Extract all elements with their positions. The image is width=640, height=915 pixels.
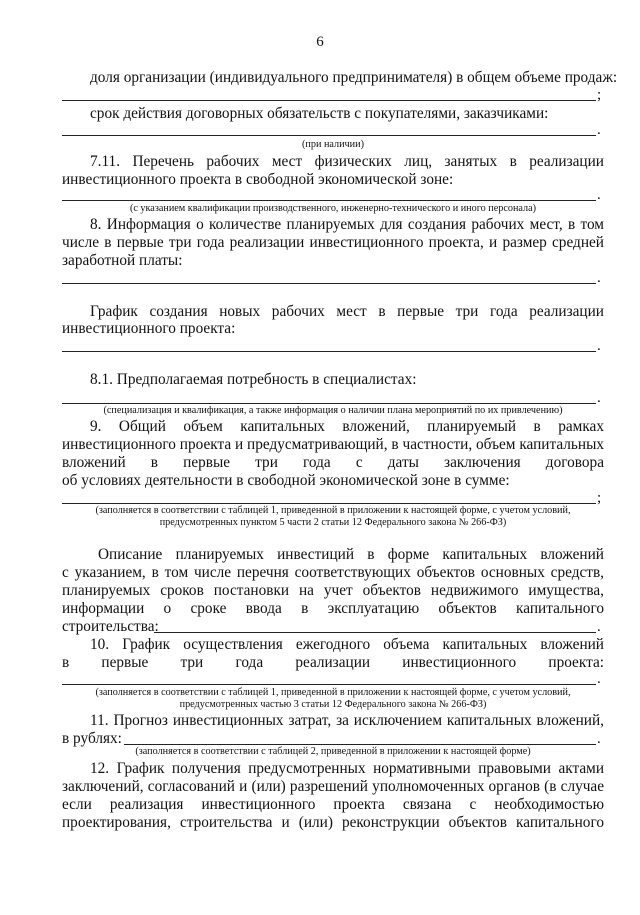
fill-line <box>62 684 596 685</box>
text-line: Описание планируемых инвестиций в форме капитальных вложений <box>98 546 604 563</box>
fill-line <box>124 744 596 745</box>
text-line: 10. График осуществления ежегодного объема капитальных вложений <box>90 636 604 653</box>
text-line: 7.11. Перечень рабочих мест физических лиц, занятых в реализации <box>90 153 604 170</box>
text-line: об условиях деятельности в свободной экономической зоне в сумме: <box>62 472 510 489</box>
field-caption: предусмотренных частью 3 статьи 12 Федерального закона № 266-ФЗ) <box>179 699 487 710</box>
text-line: 8. Информация о количестве планируемых для создания рабочих мест, в том <box>90 216 604 233</box>
text-line: числе в первые три года реализации инвестиционного проекта, и размер средней <box>62 234 604 251</box>
fill-line <box>154 632 596 633</box>
text-line: строительства: <box>62 618 159 635</box>
fill-line <box>62 351 596 352</box>
field-caption: (заполняется в соответствии с таблицей 2, приведенной в приложении к настоящей форме) <box>135 746 531 757</box>
fill-line <box>62 403 596 404</box>
fill-line <box>62 200 596 201</box>
page-number: 6 <box>316 34 324 50</box>
fill-line <box>62 503 596 504</box>
text-line: с указанием, в том числе перечня соответствующих объектов основных средств, <box>62 564 604 581</box>
text-line: в первые три года реализации инвестиционного проекта: <box>62 654 604 671</box>
text-line: инвестиционного проекта: <box>62 320 236 337</box>
text-line: 9. Общий объем капитальных вложений, планируемый в рамках <box>90 418 604 435</box>
line-end-mark: ; <box>597 87 602 103</box>
line-end-mark: . <box>597 390 601 406</box>
text-line: доля организации (индивидуального предпринимателя) в общем объеме продаж: <box>90 69 618 86</box>
text-line: срок действия договорных обязательств с покупателями, заказчиками: <box>90 105 549 122</box>
field-caption: (с указанием квалификации производственного, инженерно-технического и иного персонала) <box>129 203 537 214</box>
text-line: График создания новых рабочих мест в первые три года реализации <box>90 303 604 320</box>
text-line: заключений, согласований и (или) разрешений уполномоченных органов (в случае <box>62 778 604 795</box>
text-line: заработной платы: <box>62 252 183 269</box>
text-line: планируемых сроков постановки на учет объектов недвижимого имущества, <box>62 582 604 599</box>
field-caption: (специализация и квалификация, а также информация о наличии плана мероприятий по их привлечению) <box>103 405 563 416</box>
field-caption: (заполняется в соответствии с таблицей 1, приведенной в приложении к настоящей форме, с учетом условий, <box>95 505 571 516</box>
line-end-mark: . <box>597 270 601 286</box>
line-end-mark: . <box>597 122 601 138</box>
fill-line <box>62 135 596 136</box>
field-caption: (при наличии) <box>302 139 364 150</box>
line-end-mark: . <box>597 187 601 203</box>
line-end-mark: . <box>597 619 601 635</box>
line-end-mark: . <box>597 731 601 747</box>
field-caption: предусмотренных пунктом 5 части 2 статьи 12 Федерального закона № 266-ФЗ) <box>159 517 507 528</box>
text-line: 12. График получения предусмотренных нормативными правовыми актами <box>90 760 604 777</box>
line-end-mark: ; <box>597 490 602 506</box>
text-line: 8.1. Предполагаемая потребность в специалистах: <box>90 371 417 388</box>
text-line: проектирования, строительства и (или) реконструкции объектов капитального <box>62 814 604 831</box>
line-end-mark: . <box>597 671 601 687</box>
text-line: инвестиционного проекта и предусматривающий, в частности, объем капитальных <box>62 436 604 453</box>
field-caption: (заполняется в соответствии с таблицей 1, приведенной в приложении к настоящей форме, с учетом условий, <box>95 687 571 698</box>
line-end-mark: . <box>597 338 601 354</box>
fill-line <box>62 283 596 284</box>
text-line: информации о сроке ввода в эксплуатацию объектов капитального <box>62 600 604 617</box>
fill-line <box>62 100 596 101</box>
text-line: если реализация инвестиционного проекта связана с необходимостью <box>62 796 604 813</box>
text-line: 11. Прогноз инвестиционных затрат, за исключением капитальных вложений, <box>90 712 604 729</box>
text-line: в рублях: <box>62 730 122 747</box>
text-line: инвестиционного проекта в свободной экономической зоне: <box>62 171 454 188</box>
text-line: вложений в первые три года с даты заключения договора <box>62 454 604 471</box>
